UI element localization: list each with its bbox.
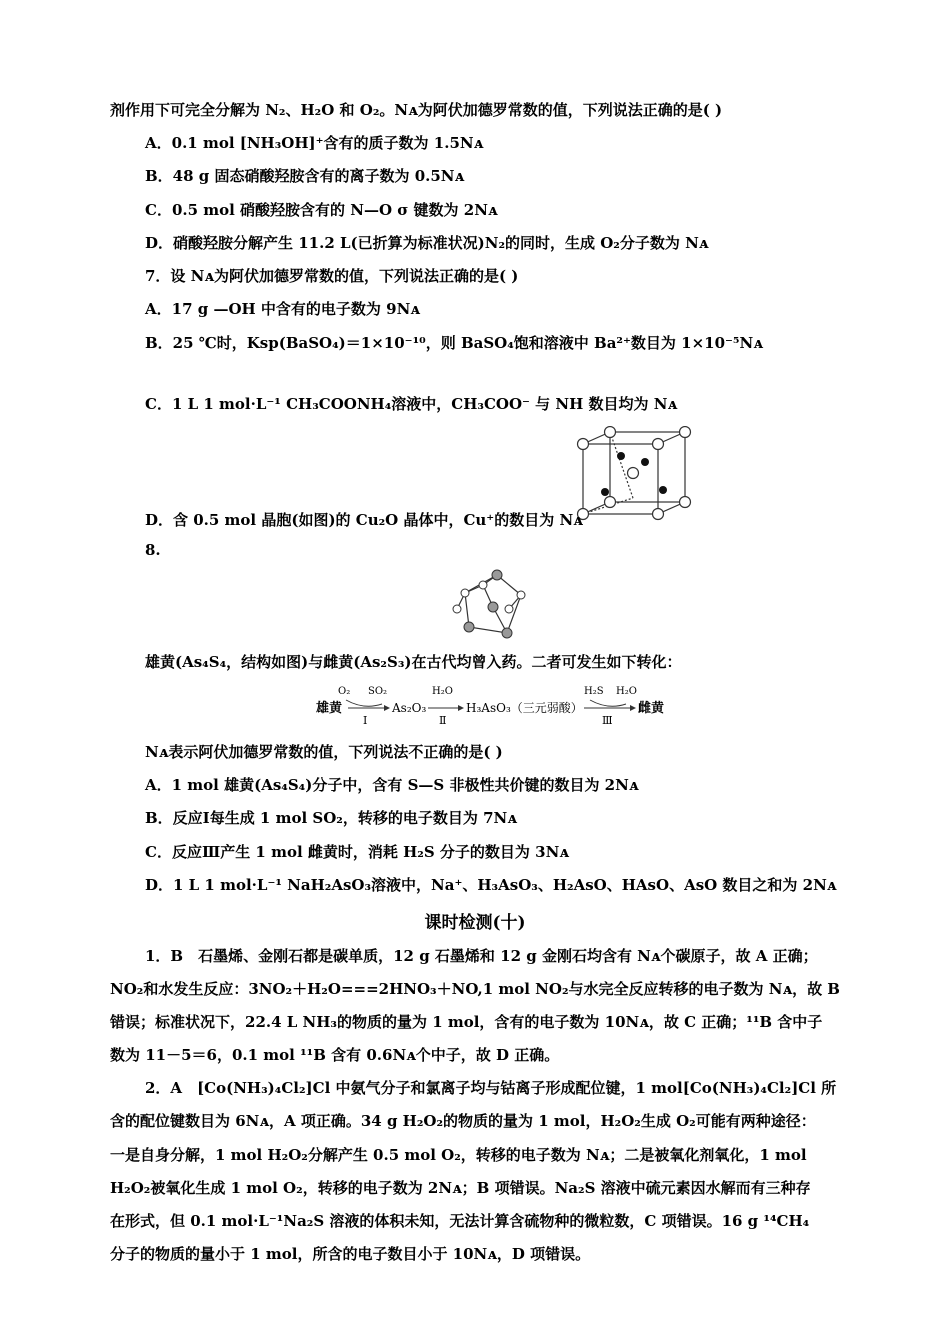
q6-option-d: D．硝酸羟胺分解产生 11.2 L(已折算为标准状况)N₂的同时，生成 O₂分子数为 Nᴀ xyxy=(145,234,709,252)
scheme-r3-label: Ⅲ xyxy=(602,714,613,727)
q6-option-b: B．48 g 固态硝酸羟胺含有的离子数为 0.5Nᴀ xyxy=(145,167,465,185)
section-title: 课时检测(十) xyxy=(424,913,526,933)
q7-option-c: C．1 L 1 mol·L⁻¹ CH₃COONH₄溶液中，CH₃COO⁻ 与 NH 数目均为 Nᴀ xyxy=(145,395,678,413)
answer-1-line-3: 错误；标准状况下，22.4 L NH₃的物质的量为 1 mol，含有的电子数为 10Nᴀ，故 C 正确；¹¹B 含中子 xyxy=(110,1013,823,1031)
q6-option-a: A．0.1 mol [NH₃OH]⁺含有的质子数为 1.5Nᴀ xyxy=(145,134,484,152)
q7-option-d: D．含 0.5 mol 晶胞(如图)的 Cu₂O 晶体中，Cu⁺的数目为 Nᴀ xyxy=(145,511,583,529)
q8-option-d: D．1 L 1 mol·L⁻¹ NaH₂AsO₃溶液中，Na⁺、H₃AsO₃、H₂AsO、HAsO、AsO 数目之和为 2Nᴀ xyxy=(145,876,837,894)
answer-1-line-1: 1．B 石墨烯、金刚石都是碳单质，12 g 石墨烯和 12 g 金刚石均含有 Nᴀ个碳原子，故 A 正确； xyxy=(145,947,818,965)
q7-option-a: A．17 g —OH 中含有的电子数为 9Nᴀ xyxy=(145,300,420,318)
scheme-p2: H₃AsO₃（三元弱酸） xyxy=(466,701,583,715)
answer-1-line-4: 数为 11－5＝6，0.1 mol ¹¹B 含有 0.6Nᴀ个中子，故 D 正确。 xyxy=(110,1046,560,1064)
cu2o-unit-cell-figure xyxy=(575,426,695,526)
question-6-stem: 剂作用下可完全分解为 N₂、H₂O 和 O₂。Nᴀ为阿伏加德罗常数的值，下列说法正确的是( ) xyxy=(110,101,723,119)
scheme-r2-reagent: H₂O xyxy=(432,686,453,697)
q8-option-c: C．反应Ⅲ产生 1 mol 雌黄时，消耗 H₂S 分子的数目为 3Nᴀ xyxy=(145,843,569,861)
question-7-stem: 7．设 Nᴀ为阿伏加德罗常数的值，下列说法正确的是( ) xyxy=(145,267,519,285)
scheme-r3-reagent: H₂S xyxy=(584,686,604,697)
answer-2-line-2: 含的配位键数目为 6Nᴀ，A 项正确。34 g H₂O₂的物质的量为 1 mol，H₂O₂生成 O₂可能有两种途径： xyxy=(110,1112,816,1130)
answer-2-line-5: 在形式，但 0.1 mol·L⁻¹Na₂S 溶液的体积未知，无法计算含硫物种的微粒数，C 项错误。16 g ¹⁴CH₄ xyxy=(110,1212,810,1230)
scheme-r1-label: Ⅰ xyxy=(363,714,368,727)
q6-option-c: C．0.5 mol 硝酸羟胺含有的 N—O σ 键数为 2Nᴀ xyxy=(145,201,498,219)
scheme-r1-reagent: O₂ xyxy=(338,686,351,697)
scheme-r1-byproduct: SO₂ xyxy=(368,686,388,697)
scheme-r3-byproduct: H₂O xyxy=(616,686,637,697)
scheme-start: 雄黄 xyxy=(316,701,343,716)
scheme-end: 雌黄 xyxy=(638,701,665,716)
as4s4-structure-figure xyxy=(445,565,535,640)
q8-stem: Nᴀ表示阿伏加德罗常数的值，下列说法不正确的是( ) xyxy=(145,743,503,761)
question-8-number: 8. xyxy=(145,541,161,559)
q7-option-b: B．25 ℃时，Ksp(BaSO₄)＝1×10⁻¹⁰，则 BaSO₄饱和溶液中 Ba²⁺数目为 1×10⁻⁵Nᴀ xyxy=(145,334,763,352)
scheme-p1: As₂O₃ xyxy=(392,701,427,715)
answer-2-line-4: H₂O₂被氧化生成 1 mol O₂，转移的电子数为 2Nᴀ；B 项错误。Na₂S 溶液中硫元素因水解而有三种存 xyxy=(110,1179,811,1197)
conversion-scheme xyxy=(312,680,672,730)
answer-2-line-1: 2．A [Co(NH₃)₄Cl₂]Cl 中氨气分子和氯离子均与钴离子形成配位键，1 mol[Co(NH₃)₄Cl₂]Cl 所 xyxy=(145,1079,837,1097)
q8-intro: 雄黄(As₄S₄，结构如图)与雌黄(As₂S₃)在古代均曾入药。二者可发生如下转化： xyxy=(145,653,682,671)
q8-option-b: B．反应Ⅰ每生成 1 mol SO₂，转移的电子数目为 7Nᴀ xyxy=(145,809,517,827)
q8-option-a: A．1 mol 雄黄(As₄S₄)分子中，含有 S—S 非极性共价键的数目为 2Nᴀ xyxy=(145,776,639,794)
answer-2-line-6: 分子的物质的量小于 1 mol，所含的电子数目小于 10Nᴀ，D 项错误。 xyxy=(110,1245,591,1263)
scheme-r2-label: Ⅱ xyxy=(439,714,447,727)
answer-2-line-3: 一是自身分解，1 mol H₂O₂分解产生 0.5 mol O₂，转移的电子数为 Nᴀ；二是被氧化剂氧化，1 mol xyxy=(110,1146,807,1164)
answer-1-line-2: NO₂和水发生反应：3NO₂＋H₂O===2HNO₃＋NO,1 mol NO₂与水完全反应转移的电子数为 Nᴀ，故 B xyxy=(110,980,840,998)
